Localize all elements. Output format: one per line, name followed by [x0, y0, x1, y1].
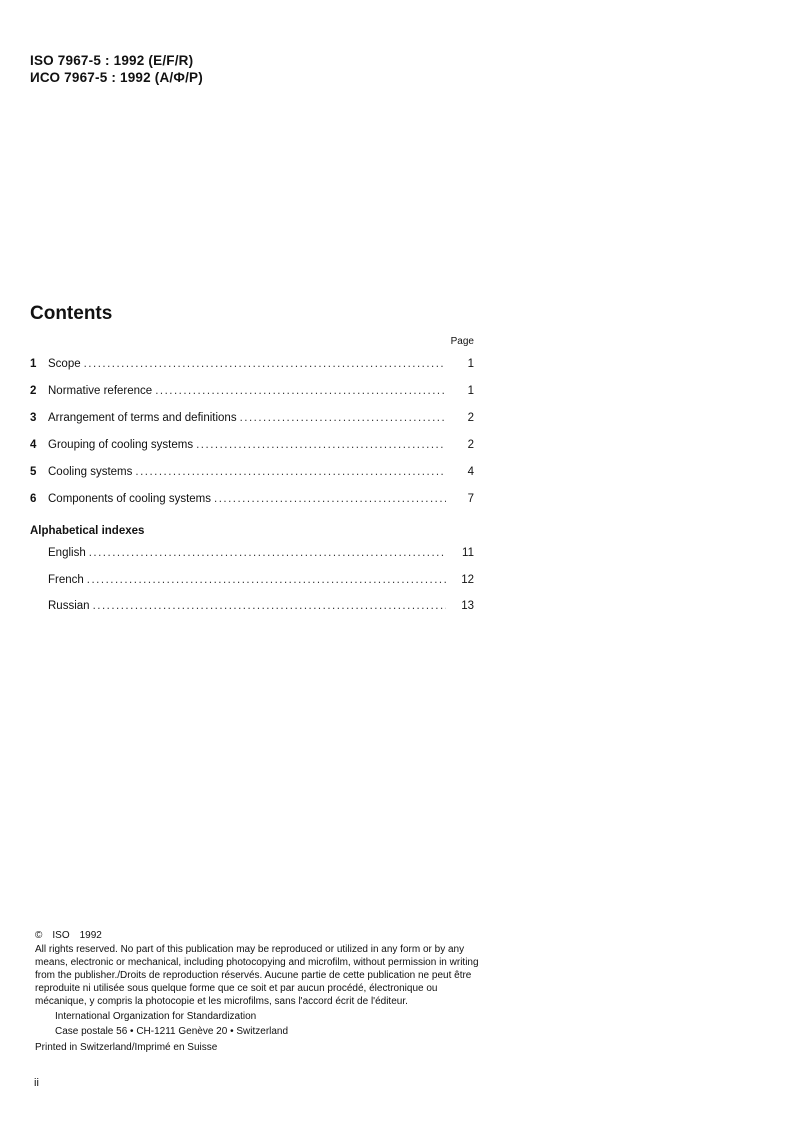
index-entry-english[interactable]	[48, 547, 474, 574]
toc-page-number: 1	[467, 358, 474, 370]
toc-page-number: 7	[467, 493, 474, 505]
toc-page-number: 2	[467, 439, 474, 451]
rights-notice: All rights reserved. No part of this publication may be reproduced or utilized in any form or by any means, electronic or mechanical, including photocopying and microfilm, without permission in writing from the publisher./Droits de reproduction réservés. Aucune partie de cette publication ne peut être reproduite ni utilisée sous quelque forme que ce soit et par aucun procédé, électronique ou mécanique, y compris la photocopie et les microfilms, sans l'accord écrit de l'éditeur.	[35, 944, 479, 1007]
index-entry-french[interactable]	[48, 574, 474, 601]
table-of-contents	[30, 358, 474, 520]
index-title: French	[48, 573, 84, 586]
copyright-block	[35, 929, 481, 1054]
printed-in: Printed in Switzerland/Imprimé en Suisse	[35, 1042, 218, 1053]
toc-entry-grouping[interactable]	[30, 439, 474, 466]
index-entry-russian[interactable]	[48, 600, 474, 627]
leader-dots	[93, 600, 446, 612]
toc-title: Scope	[48, 358, 81, 370]
copyright-symbol: ©	[35, 930, 43, 941]
toc-number: 5	[30, 466, 37, 478]
leader-dots	[214, 493, 446, 505]
toc-title: Arrangement of terms and definitions	[48, 412, 237, 424]
contents-title: Contents	[30, 303, 113, 324]
copyright-year: 1992	[79, 930, 102, 941]
toc-page-number: 2	[467, 412, 474, 424]
toc-title: Grouping of cooling systems	[48, 439, 194, 451]
toc-entry-normative-reference[interactable]	[30, 385, 474, 412]
toc-page-number: 4	[467, 466, 474, 478]
toc-number: 6	[30, 493, 37, 505]
toc-number: 3	[30, 412, 37, 424]
publisher-address: Case postale 56 • CH-1211 Genève 20 • Switzerland	[55, 1026, 289, 1037]
leader-dots	[135, 466, 446, 478]
copyright-org: ISO	[52, 930, 70, 941]
index-title: Russian	[48, 600, 90, 612]
leader-dots	[240, 412, 446, 424]
alphabetical-indexes-heading: Alphabetical indexes	[30, 525, 145, 537]
alphabetical-indexes	[48, 547, 474, 627]
toc-entry-scope[interactable]	[30, 358, 474, 385]
leader-dots	[155, 385, 446, 397]
toc-number: 1	[30, 358, 37, 370]
page-number-folio: ii	[34, 1077, 39, 1089]
toc-page-number: 1	[467, 385, 474, 397]
copyright-line	[35, 929, 481, 942]
index-page-number: 11	[462, 547, 474, 559]
header-designation-latin: ISO 7967-5 : 1992 (E/F/R)	[30, 53, 194, 68]
publisher-name: International Organization for Standardization	[55, 1011, 257, 1022]
toc-title: Normative reference	[48, 385, 153, 397]
document-header	[30, 52, 203, 86]
leader-dots	[196, 439, 446, 451]
page-column-label: Page	[450, 336, 474, 347]
toc-title: Cooling systems	[48, 466, 133, 478]
index-page-number: 13	[461, 600, 474, 612]
index-page-number: 12	[461, 573, 474, 586]
header-designation-cyrillic: ИСО 7967-5 : 1992 (А/Ф/Р)	[30, 70, 203, 85]
leader-dots	[87, 574, 446, 586]
toc-number: 4	[30, 439, 37, 451]
index-title: English	[48, 547, 86, 559]
toc-entry-arrangement[interactable]	[30, 412, 474, 439]
leader-dots	[89, 547, 446, 559]
toc-entry-components[interactable]	[30, 493, 474, 520]
toc-number: 2	[30, 385, 37, 397]
leader-dots	[84, 358, 446, 370]
toc-entry-cooling-systems[interactable]	[30, 466, 474, 493]
toc-title: Components of cooling systems	[48, 493, 211, 505]
